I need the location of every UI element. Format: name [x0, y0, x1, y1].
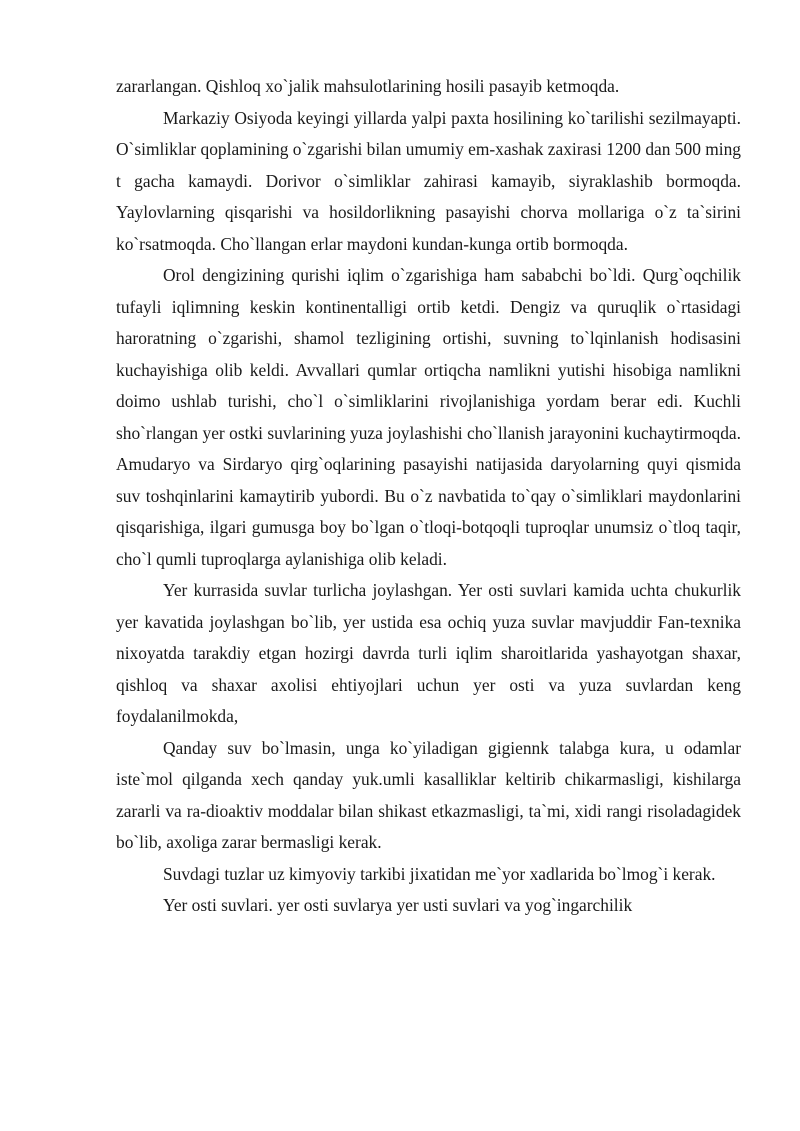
paragraph-hygiene-requirements: Qanday suv bo`lmasin, unga ko`yiladigan gigiennk talabga kura, u odamlar iste`mol qilganda xech qanday yuk.umli kasalliklar keltirib chikarmasligi, kishilarga zararli va ra-dioaktiv moddalar bilan shikast etkazmasligi, ta`mi, xidi rangi risoladagidek bo`lib, axoliga zarar bermasligi kerak.	[116, 737, 741, 852]
paragraph-salts: Suvdagi tuzlar uz kimyoviy tarkibi jixatidan me`yor xadlarida bo`lmog`i kerak.	[163, 863, 716, 884]
paragraph-groundwater: Yer osti suvlari. yer osti suvlarya yer usti suvlari va yog`ingarchilik	[163, 895, 633, 915]
paragraph-water-distribution: Yer kurrasida suvlar turlicha joylashgan. Yer osti suvlari kamida uchta chukurlik yer kavatida joylashgan bo`lib, yer ustida esa ochiq yuza suvlar mavjuddir Fan-texnika nixoyatda tarakdiy etgan hozirgi davrda turli iqlim sharoitlarida yashayotgan shaxar, qishloq va shaxar axolisi ehtiyojlari uchun yer osti va yuza suvlardan keng foydalanilmokda,	[116, 580, 741, 726]
paragraph-cotton-yield: Markaziy Osiyoda keyingi yillarda yalpi paxta hosilining ko`tarilishi sezilmayapti. O`simliklar qoplamining o`zgarishi bilan umumiy em-xashak zaxirasi 1200 dan 500 ming t gacha kamaydi. Dorivor o`simliklar zahirasi kamayib, siyraklashib bormoqda. Yaylovlarning qisqarishi va hosildorlikning pasayishi chorva mollariga o`z ta`sirini ko`rsatmoqda. Cho`llangan erlar maydoni kundan-kunga ortib bormoqda.	[116, 107, 741, 254]
document-page	[116, 71, 741, 922]
paragraph-continuation: zararlangan. Qishloq xo`jalik mahsulotlarining hosili pasayib ketmoqda.	[116, 76, 620, 96]
paragraph-aral-sea: Orol dengizining qurishi iqlim o`zgarishiga ham sababchi bo`ldi. Qurg`oqchilik tufayli iqlimning keskin kontinentalligi ortib ketdi. Dengiz va quruqlik o`rtasidagi haroratning o`zgarishi, shamol tezligining ortishi, suvning to`lqinlanish hodisasini kuchayishiga olib keldi. Avvallari qumlar ortiqcha namlikni yutishi hisobiga namlikni doimo ushlab turishi, cho`l o`simliklarini rivojlanishiga yordam berar edi. Kuchli sho`rlangan yer ostki suvlarining yuza joylashishi cho`llanish jarayonini kuchaytirmoqda. Amudaryo va Sirdaryo qirg`oqlarining pasayishi natijasida daryolarning quyi qismida suv toshqinlarini kamaytirib yubordi. Bu o`z navbatida to`qay o`simliklari maydonlarini qisqarishiga, ilgari gumusga boy bo`lgan o`tloqi-botqoqli tuproqlar unumsiz o`tloq taqir, cho`l qumli tuproqlarga aylanishiga olib keladi.	[116, 265, 741, 569]
